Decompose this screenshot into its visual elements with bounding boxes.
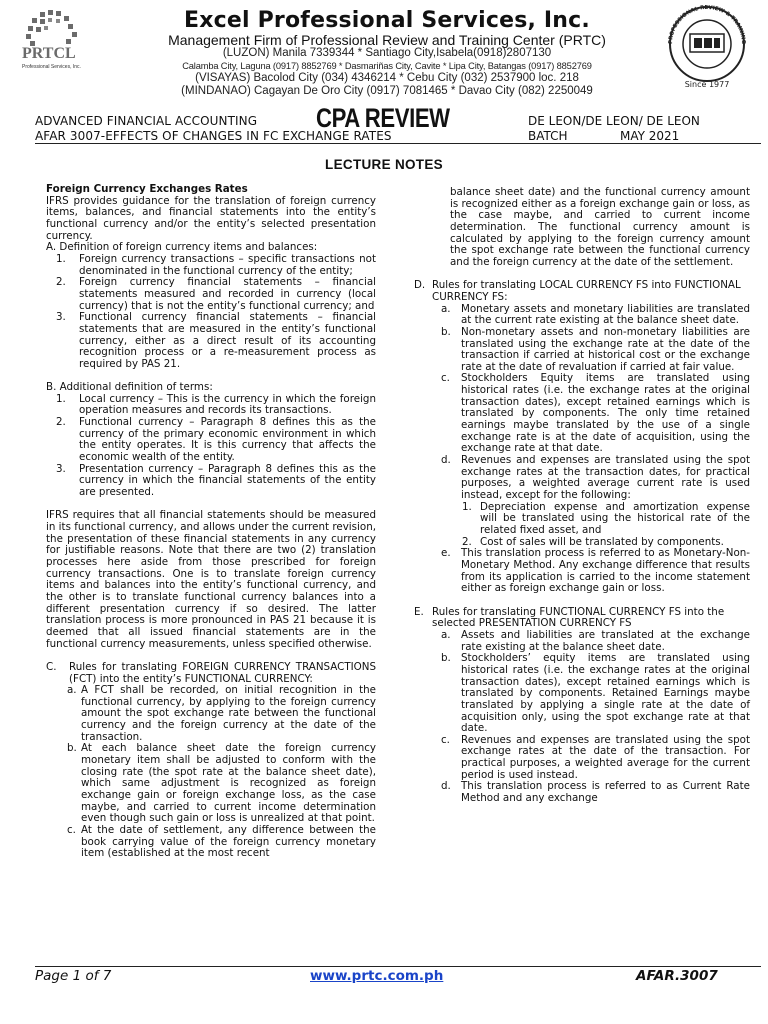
course-code-title: AFAR 3007-EFFECTS OF CHANGES IN FC EXCHANGE RATES (35, 129, 392, 143)
list-item: c. At the date of settlement, any difference between the book carrying value of the foreign currency monetary item (established at the most recent (67, 824, 376, 860)
address-mindanao: (MINDANAO) Cagayan De Oro City (0917) 7081465 * Davao City (082) 2250049 (181, 85, 593, 97)
list-item: b. Non-monetary assets and non-monetary liabilities are translated using the exchange rate at the date of the transaction if carried at historical cost or the exchange rate at the date of revaluation if carried at fair value. (441, 325, 750, 373)
firm-name: Excel Professional Services, Inc. (184, 8, 590, 33)
firm-subtitle: Management Firm of Professional Review and Training Center (PRTC) (168, 32, 606, 48)
lecturers: DE LEON/DE LEON/ DE LEON (528, 114, 700, 128)
sub-list-item: 2. Cost of sales will be translated by components. (462, 535, 724, 548)
list-item: a. Monetary assets and monetary liabilities are translated at the current rate existing at the balance sheet date. (441, 302, 750, 327)
document-code: AFAR.3007 (636, 968, 718, 984)
address-visayas: (VISAYAS) Bacolod City (034) 4346214 * Cebu City (032) 2537900 loc. 218 (195, 72, 579, 84)
header-divider (35, 143, 761, 144)
right-column (414, 187, 750, 805)
firm-logo (10, 8, 118, 78)
list-item: c. Stockholders Equity items are translated using historical rates (i.e. the exchange rates at the original transaction dates), except retained earnings which is translated by components. The only time retained earnings maybe translated by the use of a single exchange rate is at the date of acquisition, using the exchange rate at that date. (441, 372, 750, 455)
seal-since: Since 1977 (684, 80, 730, 89)
list-item: 2. Foreign currency financial statements – financial statements measured and recorded in currency (local currency) that is not the entity’s functional currency; and (56, 276, 376, 312)
section-e-title: E. Rules for translating FUNCTIONAL CURRENCY FS into the selected PRESENTATION CURRENCY FS (414, 605, 725, 630)
address-south-luzon: Calamba City, Laguna (0917) 8852769 * Dasmariñas City, Cavite * Lipa City, Batangas (0917) 8852769 (182, 61, 592, 71)
section-d-title: D. Rules for translating LOCAL CURRENCY FS into FUNCTIONAL CURRENCY FS: (414, 279, 741, 303)
firm-logo-subtext: Professional Services, Inc. (22, 64, 81, 70)
footer-divider (35, 966, 761, 967)
section-a-title: A. Definition of foreign currency items and balances: (46, 241, 318, 254)
section-heading: Foreign Currency Exchanges Rates (46, 183, 248, 195)
list-item: 3. Presentation currency – Paragraph 8 defines this as the currency in which the financial statements of the entity are presented. (56, 462, 376, 499)
section-c-title: C. Rules for translating FOREIGN CURRENCY TRANSACTIONS (FCT) into the entity’s FUNCTIONAL CURRENCY: (46, 660, 376, 685)
course-subject: ADVANCED FINANCIAL ACCOUNTING (35, 114, 258, 128)
batch-label: BATCH (528, 129, 568, 143)
website-link[interactable]: www.prtc.com.ph (310, 968, 444, 984)
prtc-seal (656, 4, 758, 90)
list-item: a. Assets and liabilities are translated at the exchange rate existing at the balance sheet date. (441, 628, 750, 653)
document-title: LECTURE NOTES (325, 157, 443, 172)
page-number: Page 1 of 7 (35, 968, 112, 984)
list-item: 2. Functional currency – Paragraph 8 defines this as the currency of the primary economic environment in which the entity operates. It is this currency that affects the economic wealth of the entity. (56, 416, 376, 464)
list-item: d. Revenues and expenses are translated using the spot exchange rates at the transaction dates, for practical purposes, a weighted average current rate is used instead, except for the following: (441, 454, 750, 502)
list-item: e. This translation process is referred to as Monetary-Non-Monetary Method. Any exchange difference that results from its application is carried to the income statement either as foreign exchange gain or loss. (441, 547, 750, 595)
list-item: b. At each balance sheet date the foreign currency monetary item shall be adjusted to conform with the closing rate (the spot rate at the balance sheet date), which same adjustment is recognized as foreign exchange gain or foreign exchange loss, as the case maybe, and carried to current income determination even though such gain or loss is unrealized at that point. (67, 742, 376, 825)
list-item: 1. Foreign currency transactions – specific transactions not denominated in the functional currency of the entity; (56, 252, 376, 277)
ifrs-paragraph: IFRS requires that all financial statements should be measured in its functional currency, and allows under the current revision, the presentation of these financial statements in any currency for justifiable reasons. Note that there are two (2) translation processes here aside from those prescribed for foreign currency transactions. One is to translate foreign currency items and balances into the entity’s functional currency, and the other is to translate functional currency balances into a different presentation currency if so desired. The latter translation process is more pronounced in PAS 21 because it is deemed that all issued financial statements are in the functional currency measurements, unless specified otherwise. (46, 509, 376, 650)
list-item: 3. Functional currency financial statements – financial statements that are measured in the entity’s functional currency, either as a direct result of its accounting recognition process or a re-measurement process as required by PAS 21. (56, 311, 376, 370)
intro-paragraph: IFRS provides guidance for the translation of foreign currency items, balances, and financial statements into the entity’s functional currency and/or the entity’s selected presentation currency. (46, 194, 376, 242)
sub-list-item: 1. Depreciation expense and amortization expense will be translated using the historical rate of the related fixed asset, and (462, 500, 750, 537)
list-item: d. This translation process is referred to as Current Rate Method and any exchange (441, 780, 750, 805)
seal-ring-text: PROFESSIONAL REVIEW & TRAINING (667, 4, 747, 45)
list-item: c. Revenues and expenses are translated using the spot exchange rates at the date of the transaction. For practical purposes, a weighted average for the current period is used instead. (441, 733, 750, 781)
firm-logo-text: PRTCL (22, 45, 76, 62)
cpa-review-brand: CPA REVIEW (316, 103, 450, 133)
batch-date: MAY 2021 (620, 129, 680, 143)
batch-row (528, 129, 680, 143)
left-column (46, 184, 376, 860)
list-item: 1. Local currency – This is the currency in which the foreign operation measures and records its transactions. (56, 392, 376, 417)
continued-paragraph: balance sheet date) and the functional currency amount is recognized either as a foreign exchange gain or loss, as the case maybe, and carried to current income determination. The functional currency amount is calculated by applying to the foreign currency amount the spot exchange rate between the functional currency and the foreign currency at the date of the settlement. (450, 186, 750, 268)
section-b-title: B. Additional definition of terms: (46, 381, 213, 394)
list-item: a. A FCT shall be recorded, on initial recognition in the functional currency, by applying to the foreign currency amount the spot exchange rate between the functional currency and the foreign currency at the date of the transaction. (67, 684, 376, 743)
address-luzon: (LUZON) Manila 7339344 * Santiago City,Isabela(0918)2807130 (222, 47, 552, 59)
list-item: b. Stockholders’ equity items are translated using historical rates (i.e. the exchange rates at the original transaction dates), except retained earnings which is translated by components. Retained Earnings maybe translated by applying a single rate at the date of acquisition only, using the spot exchange rate at that date. (441, 652, 750, 735)
